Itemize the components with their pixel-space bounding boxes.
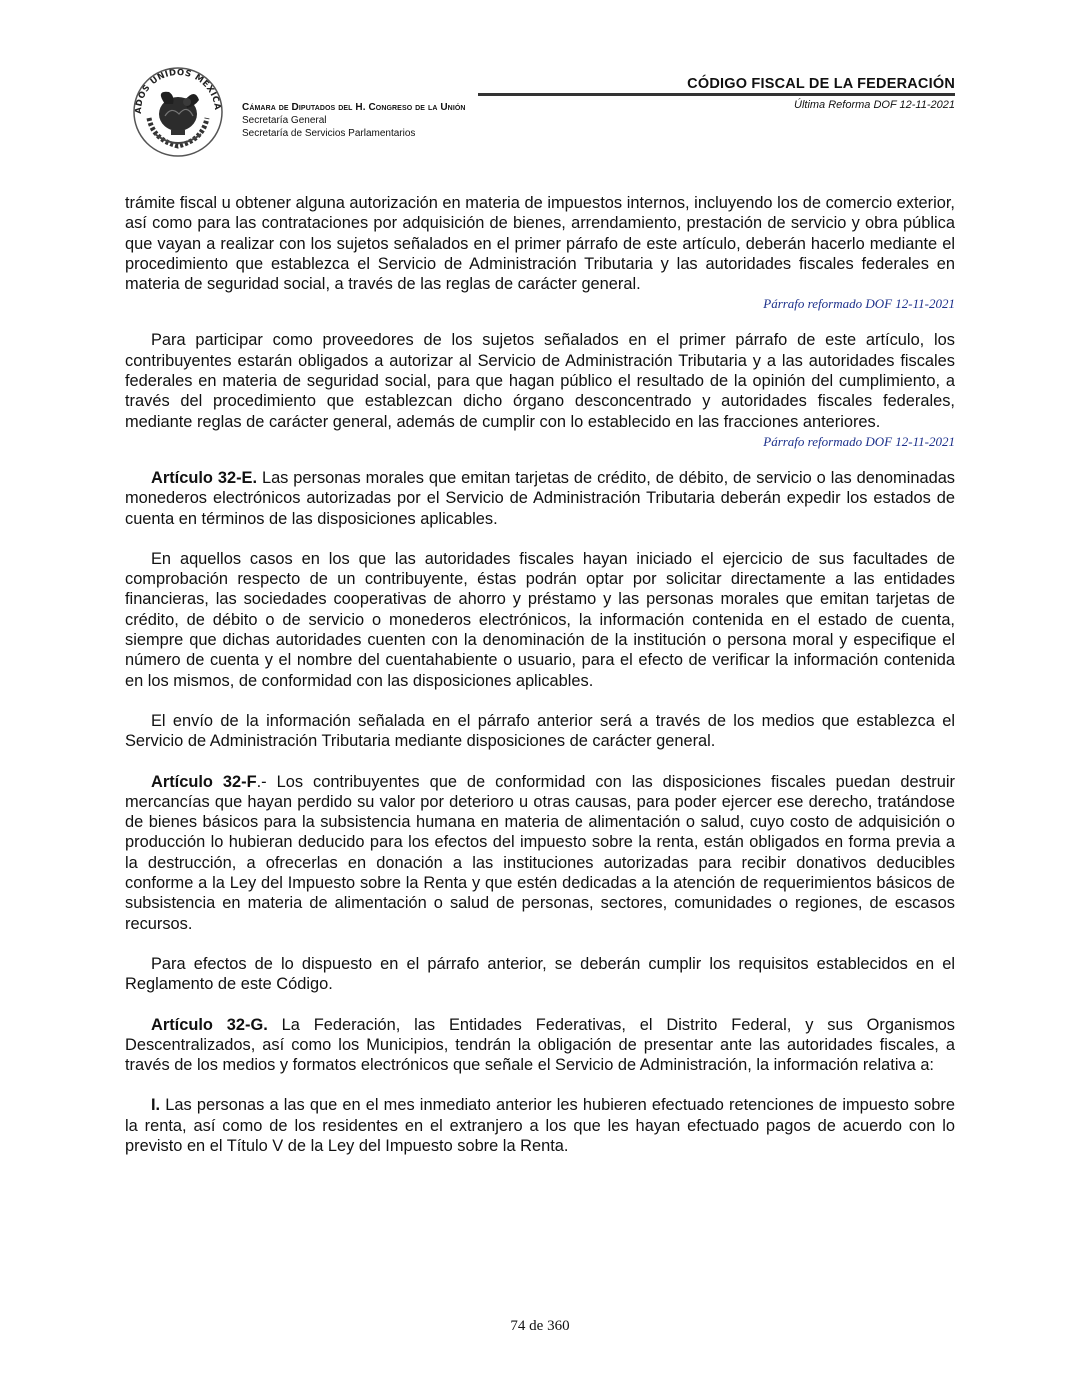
reform-note: Párrafo reformado DOF 12-11-2021 [763, 296, 955, 312]
reform-note: Párrafo reformado DOF 12-11-2021 [763, 433, 955, 449]
article-text: Las personas morales que emitan tarjetas de crédito, de débito, de servicio o las denominadas monederos electrónicos autorizadas por el Servicio de Administración Tributaria deberán expedir los estados de cuenta en términos de las disposiciones aplicables. [125, 468, 956, 528]
header-rule [478, 93, 955, 96]
page-number: 74 de 360 [510, 1318, 570, 1334]
fraction-text: Las personas a las que en el mes inmediato anterior les hubieren efectuado retenciones de impuesto sobre la renta, así como de los residentes en el extranjero a los que les hayan efectuado pagos de acuerdo con lo previsto en el Título V de la Ley del Impuesto sobre la Renta. [125, 1096, 955, 1155]
institution-name: Cámara de Diputados del H. Congreso de la Unión [242, 102, 466, 113]
fraction-label: I. [151, 1096, 161, 1115]
article-heading: Artículo 32-G. [151, 1015, 268, 1034]
fraction-i [125, 1095, 955, 1156]
paragraph: En aquellos casos en los que las autoridades fiscales hayan iniciado el ejercicio de sus facultades de comprobación respecto de un contribuyente, éstas podrán optar por solicitar directamente a las entidades financieras, las sociedades cooperativas de ahorro y préstamo y las personas morales que emitan tarjetas de crédito, de débito o de servicio o monederos electrónicos, la información contenida en el estado de cuenta, siempre que dichas autoridades cuenten con la denominación de la institución o persona moral y especifique el número de cuenta y el nombre del cuentahabiente o usuario, para el efecto de verificar la información contenida en los mismos, de conformidad con las disposiciones aplicables. [125, 549, 955, 690]
last-reform-date: Última Reforma DOF 12-11-2021 [794, 99, 955, 111]
article-heading: Artículo 32-F [151, 772, 257, 791]
service-name: Secretaría de Servicios Parlamentarios [242, 128, 416, 139]
article-32e [125, 468, 955, 529]
article-32g [125, 1015, 955, 1076]
mexican-coat-of-arms-seal [125, 60, 231, 158]
paragraph: Para participar como proveedores de los sujetos señalados en el primer párrafo de este artículo, los contribuyentes estarán obligados a autorizar al Servicio de Administración Tributaria y a las autoridades fiscales federales en materia de seguridad social, para que hagan público el resultado de la opinión del cumplimiento, a través del procedimiento que establezcan dicho órgano desconcentrado y autoridades fiscales federales, mediante reglas de carácter general, además de cumplir con lo establecido en las fracciones anteriores. [125, 331, 955, 431]
paragraph: Para efectos de lo dispuesto en el párrafo anterior, se deberán cumplir los requisitos establecidos en el Reglamento de este Código. [125, 954, 955, 994]
article-text: .- Los contribuyentes que de conformidad con las disposiciones fiscales puedan destruir mercancías que hayan perdido su valor por deterioro u otras causas, para poder ejercer ese derecho, tratándose de bienes básicos para la subsistencia humana en materia de alimentación o salud, cuyo costo de adquisición o producción lo hubieran deducido para los efectos del impuesto sobre la renta, están obligados en forma previa a la destrucción, a ofrecerlas en donación a las instituciones autorizadas para recibir donativos deducibles conforme a la Ley del Impuesto sobre la Renta y que estén dedicadas a la atención de requerimientos básicos de subsistencia en materia de alimentación o salud de personas, sectores, comunidades o regiones, de escasos recursos. [125, 772, 955, 933]
paragraph: trámite fiscal u obtener alguna autorización en materia de impuestos internos, incluyendo los de comercio exterior, así como para las contrataciones por adquisición de bienes, arrendamiento, prestación de servicio y obra pública que vayan a realizar con los sujetos señalados en el primer párrafo de este artículo, deberán hacerlo mediante el procedimiento que establezca el Servicio de Administración Tributaria y las autoridades fiscales federales en materia de seguridad social, a través de las reglas de carácter general. [125, 194, 955, 294]
department-name: Secretaría General [242, 115, 327, 126]
article-32f [125, 772, 955, 934]
institution-block [242, 101, 466, 140]
svg-text:ESTADOS UNIDOS MEXICANOS: ADOS UNIDOS MEXICA [133, 67, 223, 115]
article-text: La Federación, las Entidades Federativas, el Distrito Federal, y sus Organismos Descentralizados, así como los Municipios, tendrán la obligación de presentar ante las autoridades fiscales, a través de los medios y formatos electrónicos que señale el Servicio de Administración, la información relativa a: [125, 1015, 955, 1075]
code-title: CÓDIGO FISCAL DE LA FEDERACIÓN [687, 76, 955, 92]
document-body [125, 193, 955, 1156]
paragraph: El envío de la información señalada en el párrafo anterior será a través de los medios que establezca el Servicio de Administración Tributaria mediante disposiciones de carácter general. [125, 711, 955, 751]
article-heading: Artículo 32-E. [151, 468, 258, 487]
